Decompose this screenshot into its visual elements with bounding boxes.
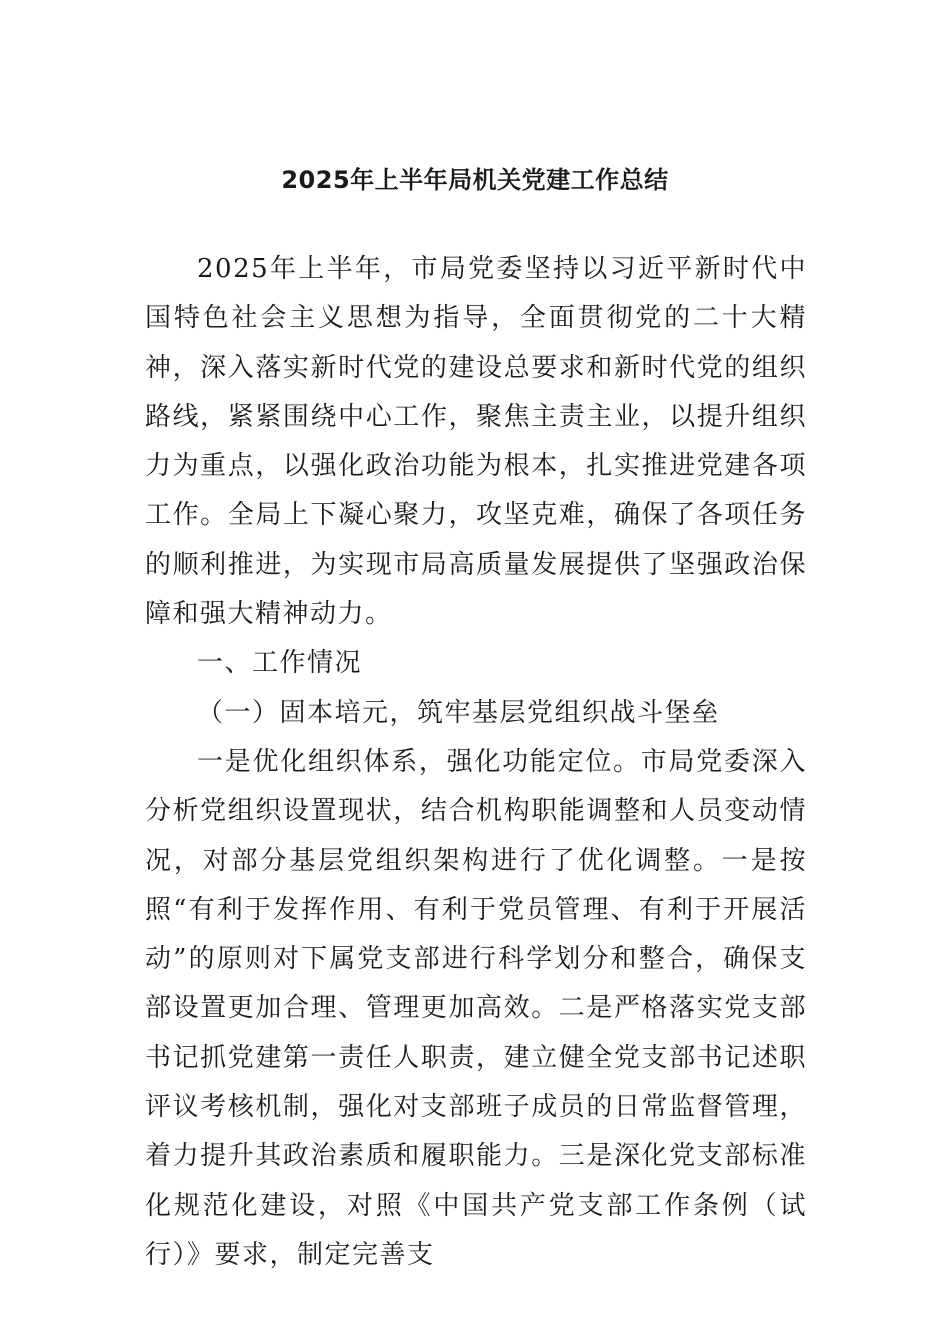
- body-paragraph: 一是优化组织体系，强化功能定位。市局党委深入分析党组织设置现状，结合机构职能调整和人员变动情况，对部分基层党组织架构进行了优化调整。一是按照“有利于发挥作用、有利于党员管理、有利于开展活动”的原则对下属党支部进行科学划分和整合，确保支部设置更加合理、管理更加高效。二是严格落实党支部书记抓党建第一责任人职责，建立健全党支部书记述职评议考核机制，强化对支部班子成员的日常监督管理，着力提升其政治素质和履职能力。三是深化党支部标准化规范化建设，对照《中国共产党支部工作条例（试行）》要求，制定完善支: [145, 746, 807, 1270]
- intro-paragraph: 2025年上半年，市局党委坚持以习近平新时代中国特色社会主义思想为指导，全面贯彻党的二十大精神，深入落实新时代党的建设总要求和新时代党的组织路线，紧紧围绕中心工作，聚焦主责主业，以提升组织力为重点，以强化政治功能为根本，扎实推进党建各项工作。全局上下凝心聚力，攻坚克难，确保了各项任务的顺利推进，为实现市局高质量发展提供了坚强政治保障和强大精神动力。: [145, 254, 807, 630]
- document-title: 2025年上半年局机关党建工作总结: [281, 166, 669, 194]
- subsection-heading: （一）固本培元，筑牢基层党组织战斗堡垒: [197, 697, 720, 728]
- document-body: [145, 245, 807, 1280]
- section-heading: 一、工作情况: [197, 648, 363, 679]
